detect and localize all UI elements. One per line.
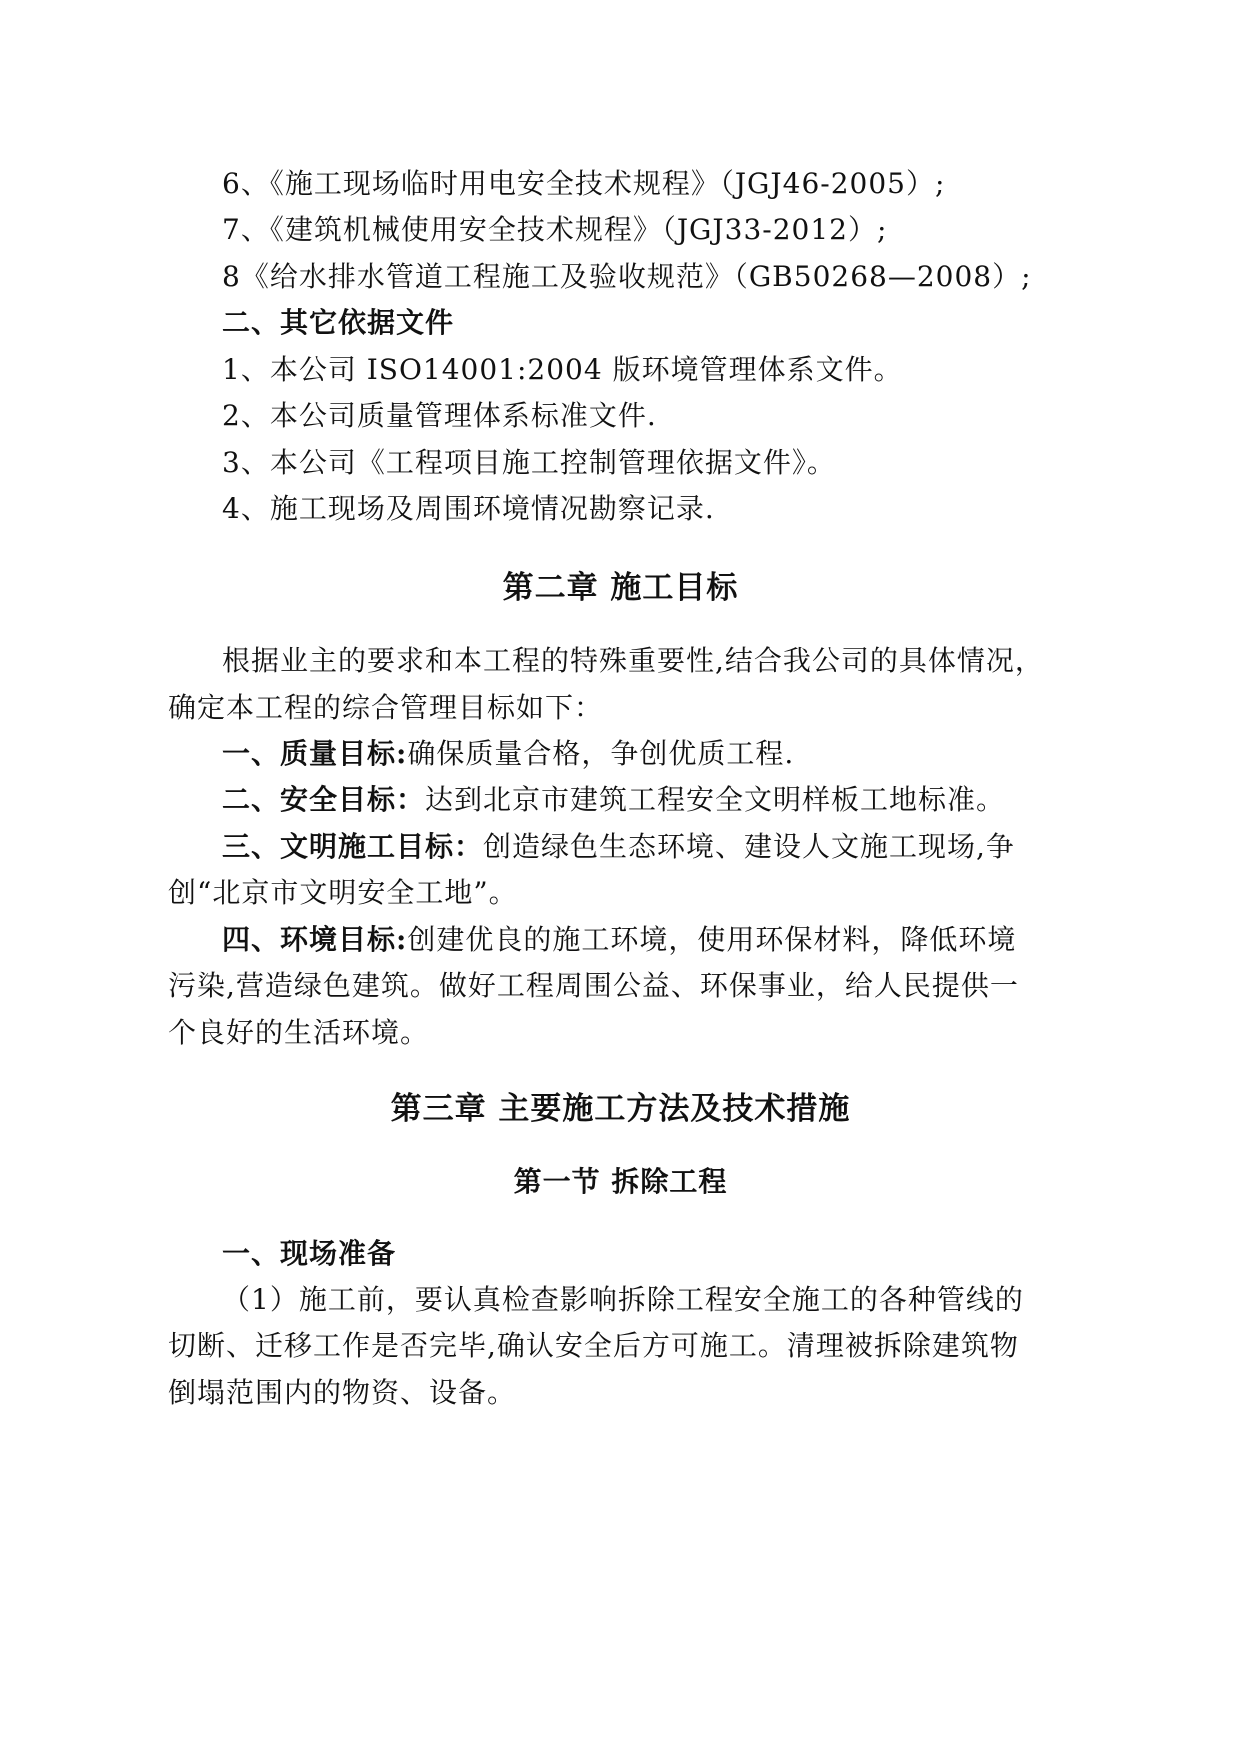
- other-docs-heading: 二、其它依据文件: [222, 306, 455, 339]
- goal-quality: [222, 734, 794, 774]
- other-docs-item: 4、施工现场及周围环境情况勘察记录.: [222, 492, 715, 525]
- reference-item: 8《给水排水管道工程施工及验收规范》（GB50268—2008）;: [222, 260, 1032, 293]
- chapter-title: 第二章 施工目标: [502, 570, 739, 606]
- goal-civilized: [222, 827, 1015, 867]
- goal-text: 达到北京市建筑工程安全文明样板工地标准。: [425, 783, 1006, 816]
- section-title: 第一节 拆除工程: [513, 1165, 728, 1198]
- goal-text-continued: 创“北京市文明安全工地”。: [168, 876, 518, 909]
- intro-line: 确定本工程的综合管理目标如下：: [168, 691, 604, 724]
- goal-label: 二、安全目标：: [222, 783, 426, 816]
- other-docs-item: 1、本公司 ISO14001:2004 版环境管理体系文件。: [222, 353, 903, 386]
- goal-label: 一、质量目标:: [222, 737, 408, 770]
- goal-text-continued: 个良好的生活环境。: [168, 1016, 430, 1049]
- other-docs-item: 3、本公司《工程项目施工控制管理依据文件》。: [222, 446, 836, 479]
- subheading: 一、现场准备: [222, 1237, 397, 1270]
- reference-item: 6、《施工现场临时用电安全技术规程》（JGJ46-2005）;: [222, 167, 946, 200]
- paragraph-line: 切断、迁移工作是否完毕,确认安全后方可施工。清理被拆除建筑物: [168, 1329, 1019, 1362]
- chapter-title: 第三章 主要施工方法及技术措施: [390, 1091, 851, 1127]
- reference-item: 7、《建筑机械使用安全技术规程》（JGJ33-2012）;: [222, 213, 888, 246]
- goal-text: 创建优良的施工环境，使用环保材料，降低环境: [407, 923, 1017, 956]
- intro-line: 根据业主的要求和本工程的特殊重要性,结合我公司的具体情况，: [222, 644, 1044, 677]
- goal-environment: [222, 920, 1016, 960]
- goal-label: 三、文明施工目标：: [222, 830, 484, 863]
- other-docs-item: 2、本公司质量管理体系标准文件.: [222, 399, 657, 432]
- paragraph-line: （1）施工前，要认真检查影响拆除工程安全施工的各种管线的: [222, 1283, 1024, 1316]
- paragraph-line: 倒塌范围内的物资、设备。: [168, 1376, 517, 1409]
- goal-text-continued: 污染,营造绿色建筑。做好工程周围公益、环保事业，给人民提供一: [168, 969, 1019, 1002]
- goal-text: 确保质量合格，争创优质工程.: [407, 737, 795, 770]
- goal-safety: [222, 780, 1005, 820]
- goal-text: 创造绿色生态环境、建设人文施工现场,争: [483, 830, 1015, 863]
- goal-label: 四、环境目标:: [222, 923, 408, 956]
